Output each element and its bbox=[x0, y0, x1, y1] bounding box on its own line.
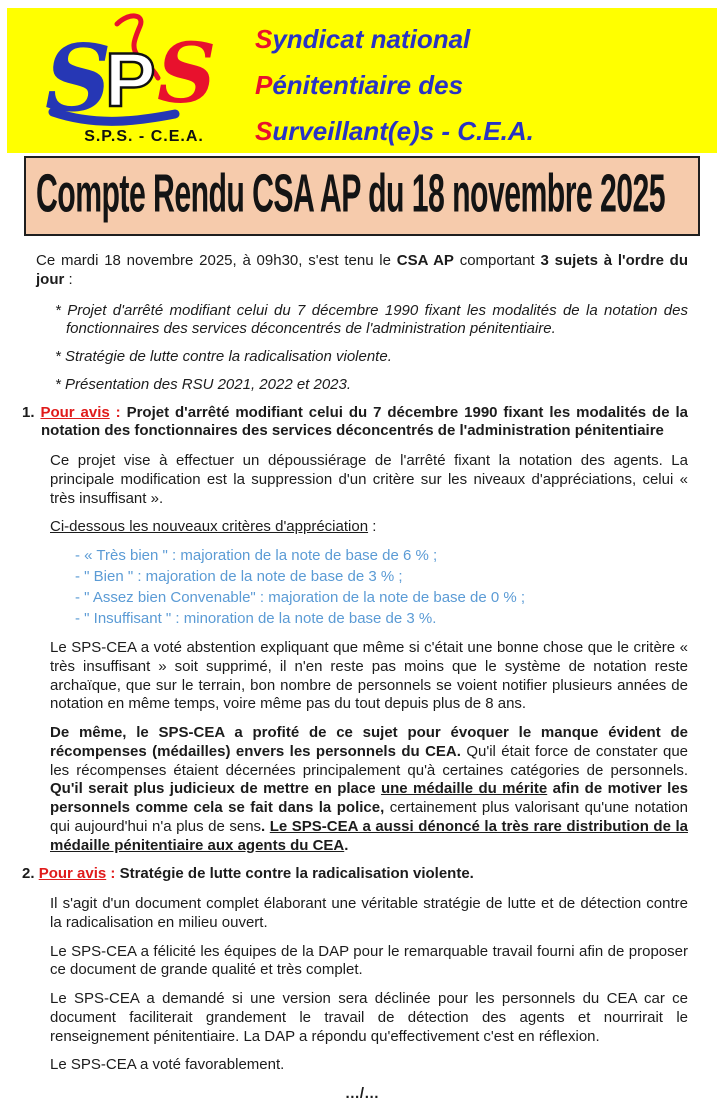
sps-logo bbox=[39, 10, 249, 152]
org-initial: S bbox=[255, 116, 273, 146]
p3-text-1: Qu'il était force de constater que les récompenses étaient décernées principalement qu'à certaines catégories de personnels. bbox=[50, 742, 688, 779]
continuation-mark: …/… bbox=[344, 1085, 380, 1102]
intro-text: comportant bbox=[453, 252, 541, 269]
p3-bold-1: De même, le SPS-CEA a profité de ce sujet pour évoquer le manque évident de récompenses (médailles) envers les personnels du CEA. bbox=[50, 724, 688, 760]
section-1 bbox=[22, 403, 689, 856]
pour-avis-label: Pour avis bbox=[38, 865, 107, 883]
organization-name bbox=[255, 16, 534, 154]
section-1-paragraph-1: Ce projet vise à effectuer un dépoussiérage de l'arrêté fixant la notation des agents. La principale modification est la suppression d'un critère sur les niveaux d'appréciations, celui « très insuffisant ». bbox=[50, 452, 688, 507]
report-title: Compte Rendu CSA AP du 18 novembre 2025 bbox=[36, 163, 666, 224]
p3-bold-4: . bbox=[261, 817, 270, 835]
section-1-title: Projet d'arrêté modifiant celui du 7 décembre 1990 fixant les modalités de la notation des fonctionnaires des services déconcentrés de l'administration pénitentiaire bbox=[41, 403, 688, 440]
section-2-paragraph-3: Le SPS-CEA a demandé si une version sera déclinée pour les personnels du CEA car ce document faciliterait grandement le travail de détection des agents et nourrirait le renseignement pénitentiaire. La DAP a répondu qu'effectivement c'est en réflexion. bbox=[50, 990, 688, 1045]
section-1-paragraph-3 bbox=[50, 724, 688, 855]
criteria-intro-underlined: Ci-dessous les nouveaux critères d'appréciation bbox=[50, 518, 369, 536]
section-number: 1. bbox=[22, 403, 41, 421]
p3-bold-2: Qu'il serait plus judicieux de mettre en place bbox=[50, 780, 381, 798]
p3-bold-underline-1: une médaille du mérite bbox=[380, 780, 548, 798]
org-name-line-2 bbox=[255, 62, 534, 108]
section-number: 2. bbox=[22, 865, 39, 883]
org-initial: P bbox=[255, 70, 273, 100]
intro-text: : bbox=[64, 270, 73, 288]
criteria-intro-colon: : bbox=[368, 518, 377, 536]
section-2-paragraph-4: Le SPS-CEA a voté favorablement. bbox=[50, 1056, 285, 1074]
p3-bold-3: afin de motiver les personnels comme cela se fait dans la police, bbox=[50, 780, 689, 816]
org-name-line-1 bbox=[255, 16, 534, 62]
section-2-paragraph-2: Le SPS-CEA a félicité les équipes de la DAP pour le remarquable travail fourni afin de proposer ce document de grande qualité et très complet. bbox=[50, 942, 688, 979]
agenda-item-3: * Présentation des RSU 2021, 2022 et 2023. bbox=[55, 375, 352, 393]
org-initial: S bbox=[255, 24, 273, 54]
criteria-list bbox=[75, 545, 688, 629]
p3-text-2: certainement plus valorisant qu'une notation qui aujourd'hui n'a plus de sens bbox=[50, 799, 688, 835]
criteria-intro bbox=[50, 518, 688, 537]
section-2-heading bbox=[22, 865, 688, 884]
section-2-paragraph-1: Il s'agit d'un document complet élaborant une véritable stratégie de lutte et de détection contre la radicalisation en milieu ouvert. bbox=[50, 895, 688, 931]
section-1-paragraph-2: Le SPS-CEA a voté abstention expliquant que même si c'était une bonne chose que le critère « très insuffisant » soit supprimé, il n'en reste pas moins que le système de notation reste archaïque, que sur le terrain, bon nombre de personnels se voient notifier plusieurs années de notation en même temps, voire même pas du tout depuis plus de 8 ans. bbox=[50, 639, 688, 713]
intro-paragraph bbox=[36, 252, 688, 290]
report-body bbox=[22, 252, 689, 1114]
org-rest: yndicat national bbox=[272, 24, 471, 54]
logo-caption: S.P.S. - C.E.A. bbox=[84, 128, 204, 145]
section-2-title: Stratégie de lutte contre la radicalisation violente. bbox=[119, 865, 474, 883]
union-header-banner bbox=[7, 8, 717, 153]
agenda-item-2: * Stratégie de lutte contre la radicalisation violente. bbox=[55, 348, 392, 365]
p3-bold-5: . bbox=[344, 836, 349, 854]
section-1-heading bbox=[22, 404, 688, 442]
p3-bold-underline-2: Le SPS-CEA a aussi dénoncé la très rare distribution de la médaille pénitentiaire aux agents du CEA bbox=[50, 817, 688, 854]
logo-letter-p: P bbox=[105, 38, 156, 123]
logo-letter-s1: S bbox=[45, 24, 112, 126]
logo-letter-s2: S bbox=[157, 26, 217, 122]
criteria-item-1: - « Très bien " : majoration de la note de base de 6 % ; bbox=[75, 547, 438, 564]
agenda-list bbox=[36, 302, 688, 395]
heading-colon: : bbox=[106, 865, 120, 883]
intro-bold-subjects: 3 sujets à l'ordre du jour bbox=[36, 252, 689, 288]
pour-avis-label: Pour avis bbox=[40, 403, 110, 421]
org-rest: urveillant(e)s - C.E.A. bbox=[272, 116, 534, 146]
section-2 bbox=[22, 865, 688, 1075]
agenda-item-1: * Projet d'arrêté modifiant celui du 7 décembre 1990 fixant les modalités de la notation des fonctionnaires des services déconcentrés de l'administration pénitentiaire. bbox=[55, 301, 688, 338]
org-rest: énitentiaire des bbox=[272, 70, 464, 100]
report-title-banner bbox=[24, 156, 700, 236]
heading-colon: : bbox=[109, 403, 127, 421]
intro-bold-csa-ap: CSA AP bbox=[396, 252, 454, 269]
criteria-item-4: - " Insuffisant " : minoration de la note de base de 3 %. bbox=[75, 610, 437, 627]
criteria-item-3: - " Assez bien Convenable" : majoration de la note de base de 0 % ; bbox=[75, 589, 526, 606]
org-name-line-3 bbox=[255, 108, 534, 154]
intro-text: Ce mardi 18 novembre 2025, à 09h30, s'est tenu le bbox=[36, 252, 397, 269]
sps-logo-graphic bbox=[39, 10, 249, 126]
criteria-item-2: - " Bien " : majoration de la note de base de 3 % ; bbox=[75, 568, 403, 585]
